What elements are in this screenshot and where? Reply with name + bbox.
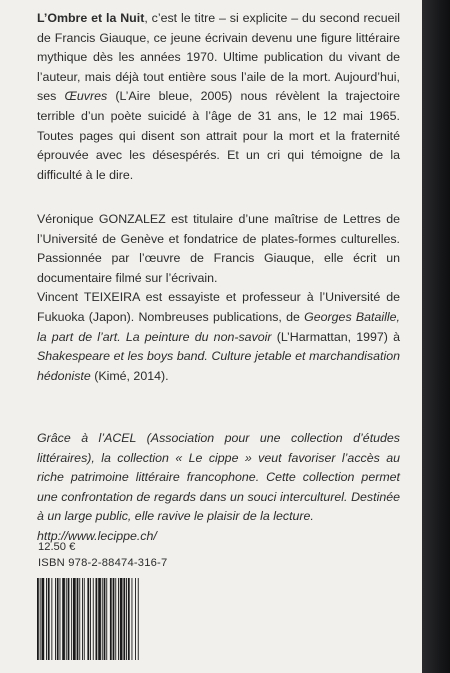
works-title: Œuvres (64, 89, 108, 104)
barcode-bar (55, 578, 56, 660)
barcode-bar (42, 578, 45, 660)
barcode-bar (46, 578, 47, 660)
barcode-bar (37, 578, 39, 660)
book-title: L’Ombre et la Nuit (37, 11, 145, 25)
barcode-bar (102, 578, 103, 660)
barcode-bar (132, 578, 133, 660)
barcode-bar (93, 578, 94, 660)
barcode-bar (66, 578, 67, 660)
barcode-bar (106, 578, 107, 660)
barcode-bar (60, 578, 61, 660)
barcode-bar (90, 578, 91, 660)
barcode-bar (118, 578, 119, 660)
author-bio-gonzalez: Véronique GONZALEZ est titulaire d’une maîtrise de Lettres de l’Université de Genève et fondatrice de plates-formes culturelles. Passionnée par l’œuvre de Francis Giauque, elle écrit un documentaire filmé sur l’écrivain. (37, 212, 400, 285)
barcode-bar (82, 578, 83, 660)
isbn: ISBN 978-2-88474-316-7 (38, 557, 168, 569)
barcode-bar (98, 578, 101, 660)
barcode-bar (62, 578, 65, 660)
barcode-icon (36, 578, 196, 660)
barcode-bar (126, 578, 127, 660)
authors-paragraph: Véronique GONZALEZ est titulaire d’une maîtrise de Lettres de l’Université de Genève et fondatrice de plates-formes culturelles. Passionnée par l’œuvre de Francis Giauque, elle écrit un documentaire filmé sur l’écrivain. Vincent TEIXEIRA est essayiste et professeur à l’Université de Fukuoka (Japon). Nombreuses publications, de Georges Bataille, la part de l’art. La peinture du non-savoir (L’Harmattan, 1997) à Shakespeare et les boys band. Culture jetable et marchandisation hédoniste (Kimé, 2014). (37, 212, 400, 383)
synopsis-paragraph: L’Ombre et la Nuit, c’est le titre – si explicite – du second recueil de Francis Giauque, ce jeune écrivain devenu une figure littéraire mythique dès les années 1970. Ultime publication du vivant de l’auteur, mais déjà tout entière sous l’aile de la mort. Aujourd’hui, ses Œuvres (L’Aire bleue, 2005) nous révèlent la trajectoire terrible d’un poète suicidé à l’âge de 31 ans, le 12 mai 1965. Toutes pages qui disent son attrait pour la mort et la fraternité éprouvée avec les désespérés. Et un cri qui témoigne de la difficulté à le dire. (37, 11, 400, 182)
barcode-bar (77, 578, 79, 660)
barcode-bar (73, 578, 76, 660)
author-bio-teixeira: Vincent TEIXEIRA est essayiste et professeur à l’Université de Fukuoka (Japon). Nombreuses publications, de (37, 290, 400, 324)
barcode-bar (51, 578, 52, 660)
barcode-bar (123, 578, 125, 660)
barcode-bar (71, 578, 72, 660)
barcode-bar (115, 578, 116, 660)
barcode-bar (113, 578, 115, 660)
barcode-bar (96, 578, 98, 660)
barcode-bar (128, 578, 130, 660)
barcode-bar (57, 578, 59, 660)
barcode-bar (135, 578, 136, 660)
website-link[interactable]: http://www.lecippe.ch/ (37, 528, 157, 543)
barcode-bar (87, 578, 89, 660)
barcode-bar (138, 578, 139, 660)
barcode-bar (120, 578, 123, 660)
barcode-bar (104, 578, 106, 660)
barcode-bar (79, 578, 80, 660)
barcode-bar (48, 578, 50, 660)
price: 12.50 € (38, 541, 76, 553)
barcode-bar (40, 578, 41, 660)
collection-paragraph: Grâce à l’ACEL (Association pour une collection d’études littéraires), la collection « Le cippe » veut favoriser l’accès au riche patrimoine littéraire francophone. Cette collection permet une confrontation de regards dans un souci interculturel. Destinée à un large public, elle ravive le plaisir de la lecture. http://www.lecippe.ch/ (37, 429, 400, 547)
cover-edge (422, 0, 450, 673)
barcode-bar (68, 578, 70, 660)
barcode-bar (110, 578, 112, 660)
barcode-bar (84, 578, 85, 660)
